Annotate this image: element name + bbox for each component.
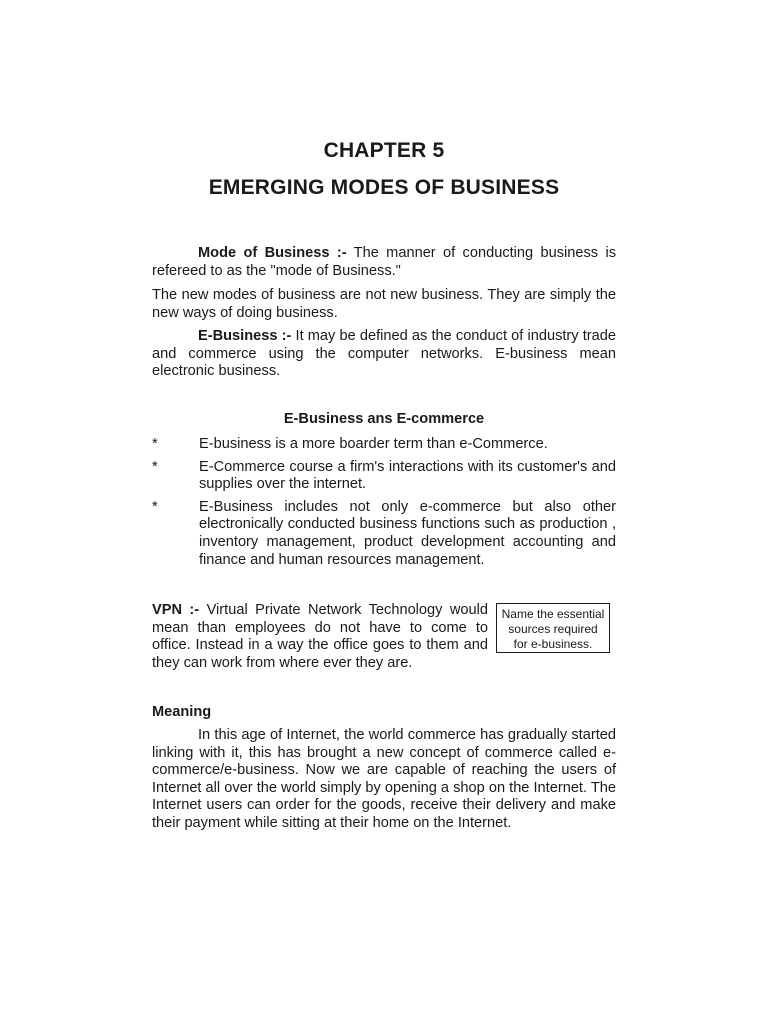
vpn-term: VPN :- bbox=[152, 602, 200, 618]
bullet-marker: * bbox=[152, 436, 158, 452]
bullet-text: E-Business includes not only e-commerce but also other electronically conducted business functions such as production , inventory management, product development accounting and finance and human resources management. bbox=[199, 498, 616, 568]
bullet-item bbox=[152, 499, 616, 569]
note-box bbox=[496, 603, 610, 653]
vpn-definition: Virtual Private Network Technology would mean than employees do not have to come to office. Instead in a way the office goes to them and they can work from where ever they are. bbox=[152, 602, 489, 671]
note-box-line: Name the essential bbox=[501, 607, 605, 621]
bullet-marker: * bbox=[152, 498, 158, 515]
vpn-paragraph bbox=[152, 602, 488, 672]
e-business-paragraph bbox=[152, 328, 616, 381]
comparison-heading: E-Business ans E-commerce bbox=[283, 411, 485, 427]
new-modes-paragraph: The new modes of business are not new business. They are simply the new ways of doing business. bbox=[152, 287, 616, 321]
mode-of-business-definition: The manner of conducting business is refereed to as the "mode of Business." bbox=[152, 245, 617, 279]
bullet-item bbox=[152, 436, 616, 454]
bullet-text: E-business is a more boarder term than e-Commerce. bbox=[199, 436, 548, 452]
chapter-title: EMERGING MODES OF BUSINESS bbox=[208, 176, 560, 199]
note-box-line: for e-business. bbox=[513, 637, 593, 651]
e-business-definition: It may be defined as the conduct of industry trade and commerce using the computer networks. E-business mean electronic business. bbox=[152, 328, 616, 380]
meaning-paragraph: In this age of Internet, the world commerce has gradually started linking with it, this has brought a new concept of commerce called e-commerce/e-business. Now we are capable of reaching the users of Internet all over the world simply by opening a shop on the Internet. The Internet users can order for the goods, receive their delivery and make their payment while sitting at their home on the Internet. bbox=[152, 727, 616, 831]
mode-of-business-paragraph bbox=[152, 245, 616, 280]
bullet-item bbox=[152, 459, 616, 494]
chapter-number: CHAPTER 5 bbox=[323, 139, 445, 162]
e-business-term: E-Business :- bbox=[198, 328, 292, 344]
bullet-text: E-Commerce course a firm's interactions with its customer's and supplies over the internet. bbox=[199, 458, 616, 493]
comparison-bullet-list bbox=[152, 436, 616, 574]
meaning-heading: Meaning bbox=[152, 704, 212, 720]
mode-of-business-term: Mode of Business :- bbox=[198, 245, 347, 261]
bullet-marker: * bbox=[152, 458, 158, 475]
note-box-line: sources required bbox=[508, 622, 598, 636]
